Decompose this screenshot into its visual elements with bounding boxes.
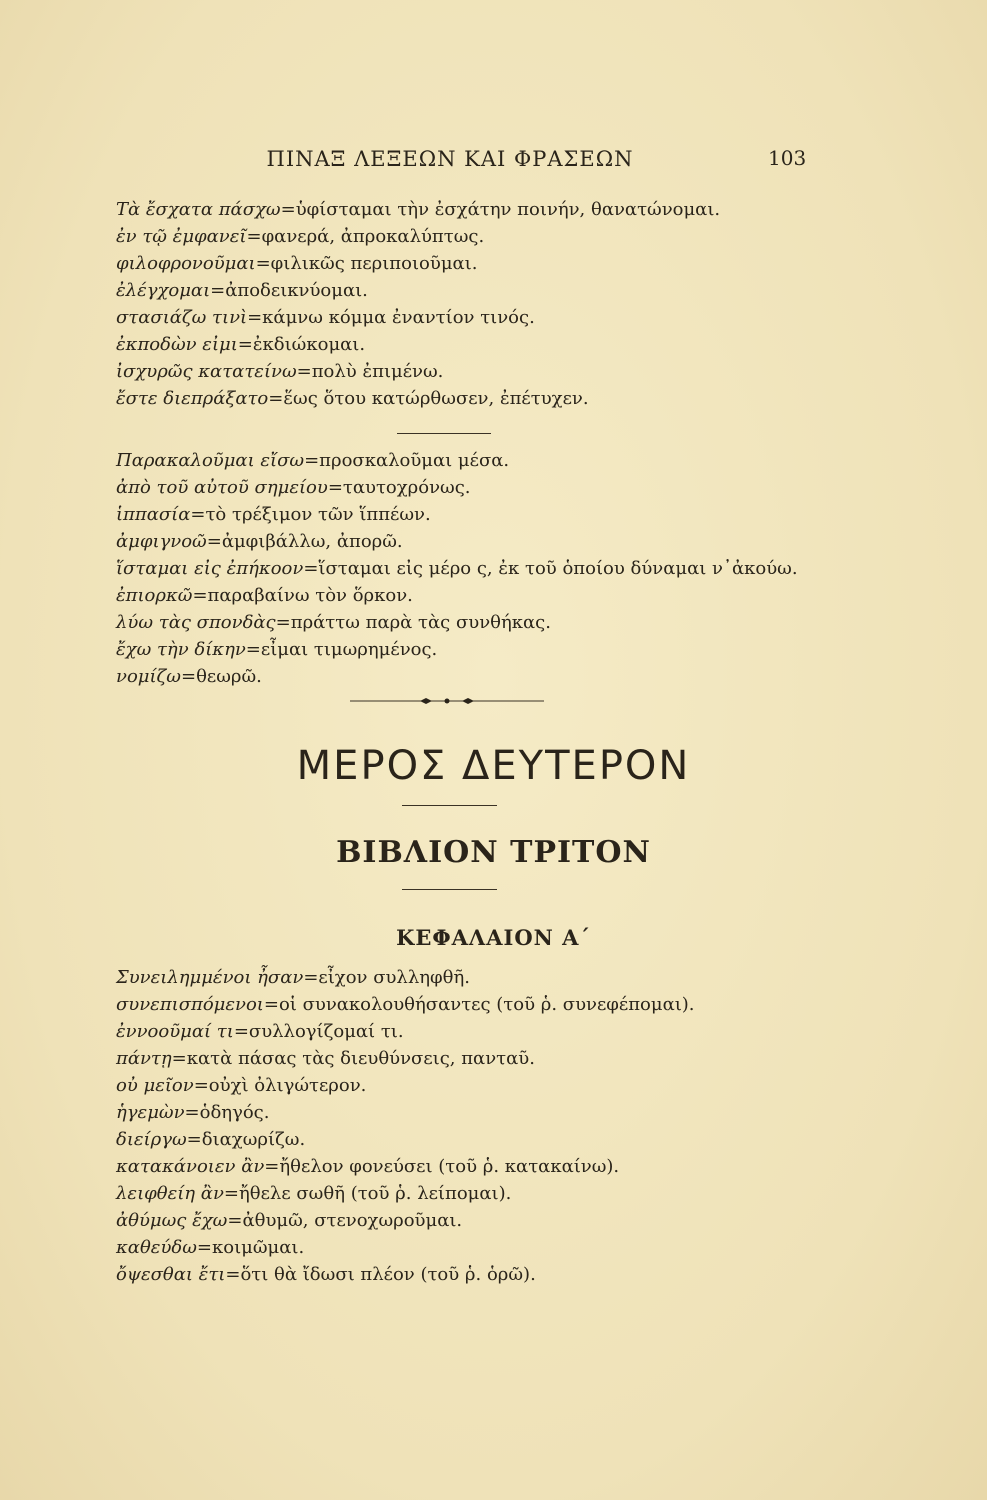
entry-term: ἀθύμως ἔχω: [116, 1210, 228, 1231]
entry-definition: παραβαίνω τὸν ὅρκον.: [207, 585, 413, 606]
equals-sign: =: [184, 1102, 200, 1123]
entry-term: στασιάζω τινὶ: [116, 307, 248, 328]
entry-definition: τὸ τρέξιμον τῶν ἵππέων.: [205, 504, 431, 525]
book-title: ΒΙΒΛΙΟΝ ΤΡΙΤΟΝ: [336, 835, 651, 870]
equals-sign: =: [263, 994, 279, 1015]
entry-term: καθεύδω: [116, 1237, 197, 1258]
entry-definition: ἀμφιβάλλω, ἀπορῶ.: [221, 531, 403, 552]
glossary-entry: [116, 555, 876, 582]
glossary-entry: [116, 582, 876, 609]
entry-definition: προσκαλοῦμαι μέσα.: [319, 450, 510, 471]
glossary-entry: [116, 250, 876, 277]
entry-definition: ἀποδεικνύομαι.: [225, 280, 368, 301]
entry-term: λειφθείη ἂν: [116, 1183, 224, 1204]
glossary-entry: [116, 223, 876, 250]
entry-term: ἐκποδὼν εἰμι: [116, 334, 238, 355]
glossary-section-1: [116, 196, 876, 412]
equals-sign: =: [264, 1156, 280, 1177]
entry-term: νομίζω: [116, 666, 181, 687]
title-rule: [402, 889, 497, 890]
entry-term: συνεπισπόμενοι: [116, 994, 264, 1015]
entry-term: Τὰ ἔσχατα πάσχω: [116, 199, 281, 220]
entry-term: ἀμφιγνοῶ: [116, 531, 207, 552]
equals-sign: =: [180, 666, 197, 687]
equals-sign: =: [193, 1075, 209, 1096]
entry-term: κατακάνοιεν ἂν: [116, 1156, 265, 1177]
glossary-entry: [116, 358, 876, 385]
entry-definition: πολὺ ἐπιμένω.: [311, 361, 444, 382]
entry-term: ἐπιορκῶ: [116, 585, 193, 606]
glossary-entry: [116, 277, 876, 304]
glossary-entry: [116, 196, 876, 223]
glossary-entry: [116, 1099, 876, 1126]
equals-sign: =: [186, 1129, 202, 1150]
equals-sign: =: [225, 1264, 241, 1285]
equals-sign: =: [190, 504, 206, 525]
glossary-entry: [116, 964, 876, 991]
entry-term: ἀπὸ τοῦ αὐτοῦ σημείου: [116, 477, 328, 498]
entry-definition: κοιμῶμαι.: [212, 1237, 305, 1258]
equals-sign: =: [246, 226, 262, 247]
entry-definition: ἤθελον φονεύσει (τοῦ ῥ. κατακαίνω).: [279, 1156, 620, 1177]
equals-sign: =: [255, 253, 271, 274]
equals-sign: =: [303, 558, 319, 579]
entry-definition: οἱ συνακολουθήσαντες (τοῦ ῥ. συνεφέπομαι).: [278, 994, 695, 1015]
equals-sign: =: [237, 334, 253, 355]
glossary-entry: [116, 991, 876, 1018]
entry-term: λύω τὰς σπονδὰς: [116, 612, 276, 633]
glossary-entry: [116, 636, 876, 663]
entry-definition: φανερά, ἀπροκαλύπτως.: [261, 226, 485, 247]
glossary-section-3: [116, 964, 876, 1288]
entry-definition: ὅτι θὰ ἴδωσι πλέον (τοῦ ῥ. ὁρῶ).: [240, 1264, 536, 1285]
equals-sign: =: [171, 1048, 187, 1069]
glossary-entry: [116, 331, 876, 358]
title-rule: [402, 805, 497, 806]
entry-definition: συλλογίζομαί τι.: [248, 1021, 404, 1042]
entry-term: ἵσταμαι εἰς ἐπήκοον: [116, 558, 304, 579]
entry-term: ἱππασία: [116, 504, 191, 525]
equals-sign: =: [210, 280, 226, 301]
part-title: ΜΕΡΟΣ ΔΕΥΤΕΡΟΝ: [296, 743, 691, 789]
entry-definition: φιλικῶς περιποιοῦμαι.: [270, 253, 478, 274]
equals-sign: =: [327, 477, 343, 498]
equals-sign: =: [275, 612, 291, 633]
entry-definition: διαχωρίζω.: [201, 1129, 306, 1150]
glossary-entry: [116, 663, 876, 690]
glossary-section-2: [116, 447, 876, 690]
glossary-entry: [116, 609, 876, 636]
entry-definition: ἕως ὅτου κατώρθωσεν, ἐπέτυχεν.: [283, 388, 589, 409]
glossary-entry: [116, 1126, 876, 1153]
entry-definition: ἵσταμαι εἰς μέρο ς, ἐκ τοῦ ὁποίου δύναμαι ν᾽ἀκούω.: [318, 558, 798, 579]
equals-sign: =: [233, 1021, 249, 1042]
entry-definition: οὐχὶ ὀλιγώτερον.: [208, 1075, 367, 1096]
equals-sign: =: [303, 967, 319, 988]
glossary-entry: [116, 1072, 876, 1099]
entry-definition: ἀθυμῶ, στενοχωροῦμαι.: [242, 1210, 463, 1231]
entry-definition: ἤθελε σωθῆ (τοῦ ῥ. λείπομαι).: [238, 1183, 512, 1204]
chapter-title: ΚΕΦΑΛΑΙΟΝ Α΄: [396, 925, 591, 950]
section-divider: [397, 433, 491, 434]
entry-definition: κάμνω κόμμα ἐναντίον τινός.: [262, 307, 535, 328]
entry-term: φιλοφρονοῦμαι: [116, 253, 256, 274]
entry-term: ἔστε διεπράξατο: [116, 388, 269, 409]
equals-sign: =: [280, 199, 296, 220]
glossary-entry: [116, 1153, 876, 1180]
glossary-entry: [116, 1180, 876, 1207]
equals-sign: =: [227, 1210, 243, 1231]
equals-sign: =: [268, 388, 284, 409]
entry-term: ὄψεσθαι ἔτι: [116, 1264, 226, 1285]
equals-sign: =: [206, 531, 222, 552]
glossary-entry: [116, 1045, 876, 1072]
equals-sign: =: [296, 361, 312, 382]
entry-definition: εἶχον συλληφθῆ.: [318, 967, 470, 988]
equals-sign: =: [196, 1237, 213, 1258]
equals-sign: =: [223, 1183, 239, 1204]
entry-term: ἔχω τὴν δίκην: [116, 639, 246, 660]
entry-term: Παρακαλοῦμαι εἴσω: [116, 450, 305, 471]
entry-definition: ὁδηγός.: [199, 1102, 270, 1123]
glossary-entry: [116, 501, 876, 528]
entry-term: ἐλέγχομαι: [116, 280, 211, 301]
glossary-entry: [116, 1234, 876, 1261]
entry-term: διείργω: [116, 1129, 187, 1150]
glossary-entry: [116, 304, 876, 331]
entry-definition: εἶμαι τιμωρημένος.: [260, 639, 438, 660]
page-number: 103: [768, 146, 807, 170]
running-header: ΠΙΝΑΞ ΛΕΞΕΩΝ ΚΑΙ ΦΡΑΣΕΩΝ: [266, 147, 634, 171]
entry-definition: ἐκδιώκομαι.: [252, 334, 366, 355]
equals-sign: =: [245, 639, 261, 660]
entry-term: ἐννοοῦμαί τι: [116, 1021, 234, 1042]
entry-definition: ὑφίσταμαι τὴν ἐσχάτην ποινήν, θανατώνομαι.: [295, 199, 721, 220]
entry-term: Συνειλημμένοι ἦσαν: [116, 967, 304, 988]
glossary-entry: [116, 1207, 876, 1234]
entry-definition: πράττω παρὰ τὰς συνθήκας.: [290, 612, 551, 633]
equals-sign: =: [192, 585, 208, 606]
entry-definition: ταυτοχρόνως.: [342, 477, 471, 498]
entry-definition: θεωρῶ.: [196, 666, 262, 687]
equals-sign: =: [304, 450, 320, 471]
entry-term: ἰσχυρῶς κατατείνω: [116, 361, 297, 382]
glossary-entry: [116, 474, 876, 501]
glossary-entry: [116, 1261, 876, 1288]
entry-definition: κατὰ πάσας τὰς διευθύνσεις, πανταῦ.: [186, 1048, 535, 1069]
entry-term: πάντῃ: [116, 1048, 172, 1069]
glossary-entry: [116, 385, 876, 412]
entry-term: οὐ μεῖον: [116, 1075, 194, 1096]
entry-term: ἡγεμὼν: [116, 1102, 185, 1123]
ornament-divider: [350, 697, 544, 705]
glossary-entry: [116, 1018, 876, 1045]
entry-term: ἐν τῷ ἐμφανεῖ: [116, 226, 247, 247]
glossary-entry: [116, 447, 876, 474]
glossary-entry: [116, 528, 876, 555]
equals-sign: =: [247, 307, 263, 328]
